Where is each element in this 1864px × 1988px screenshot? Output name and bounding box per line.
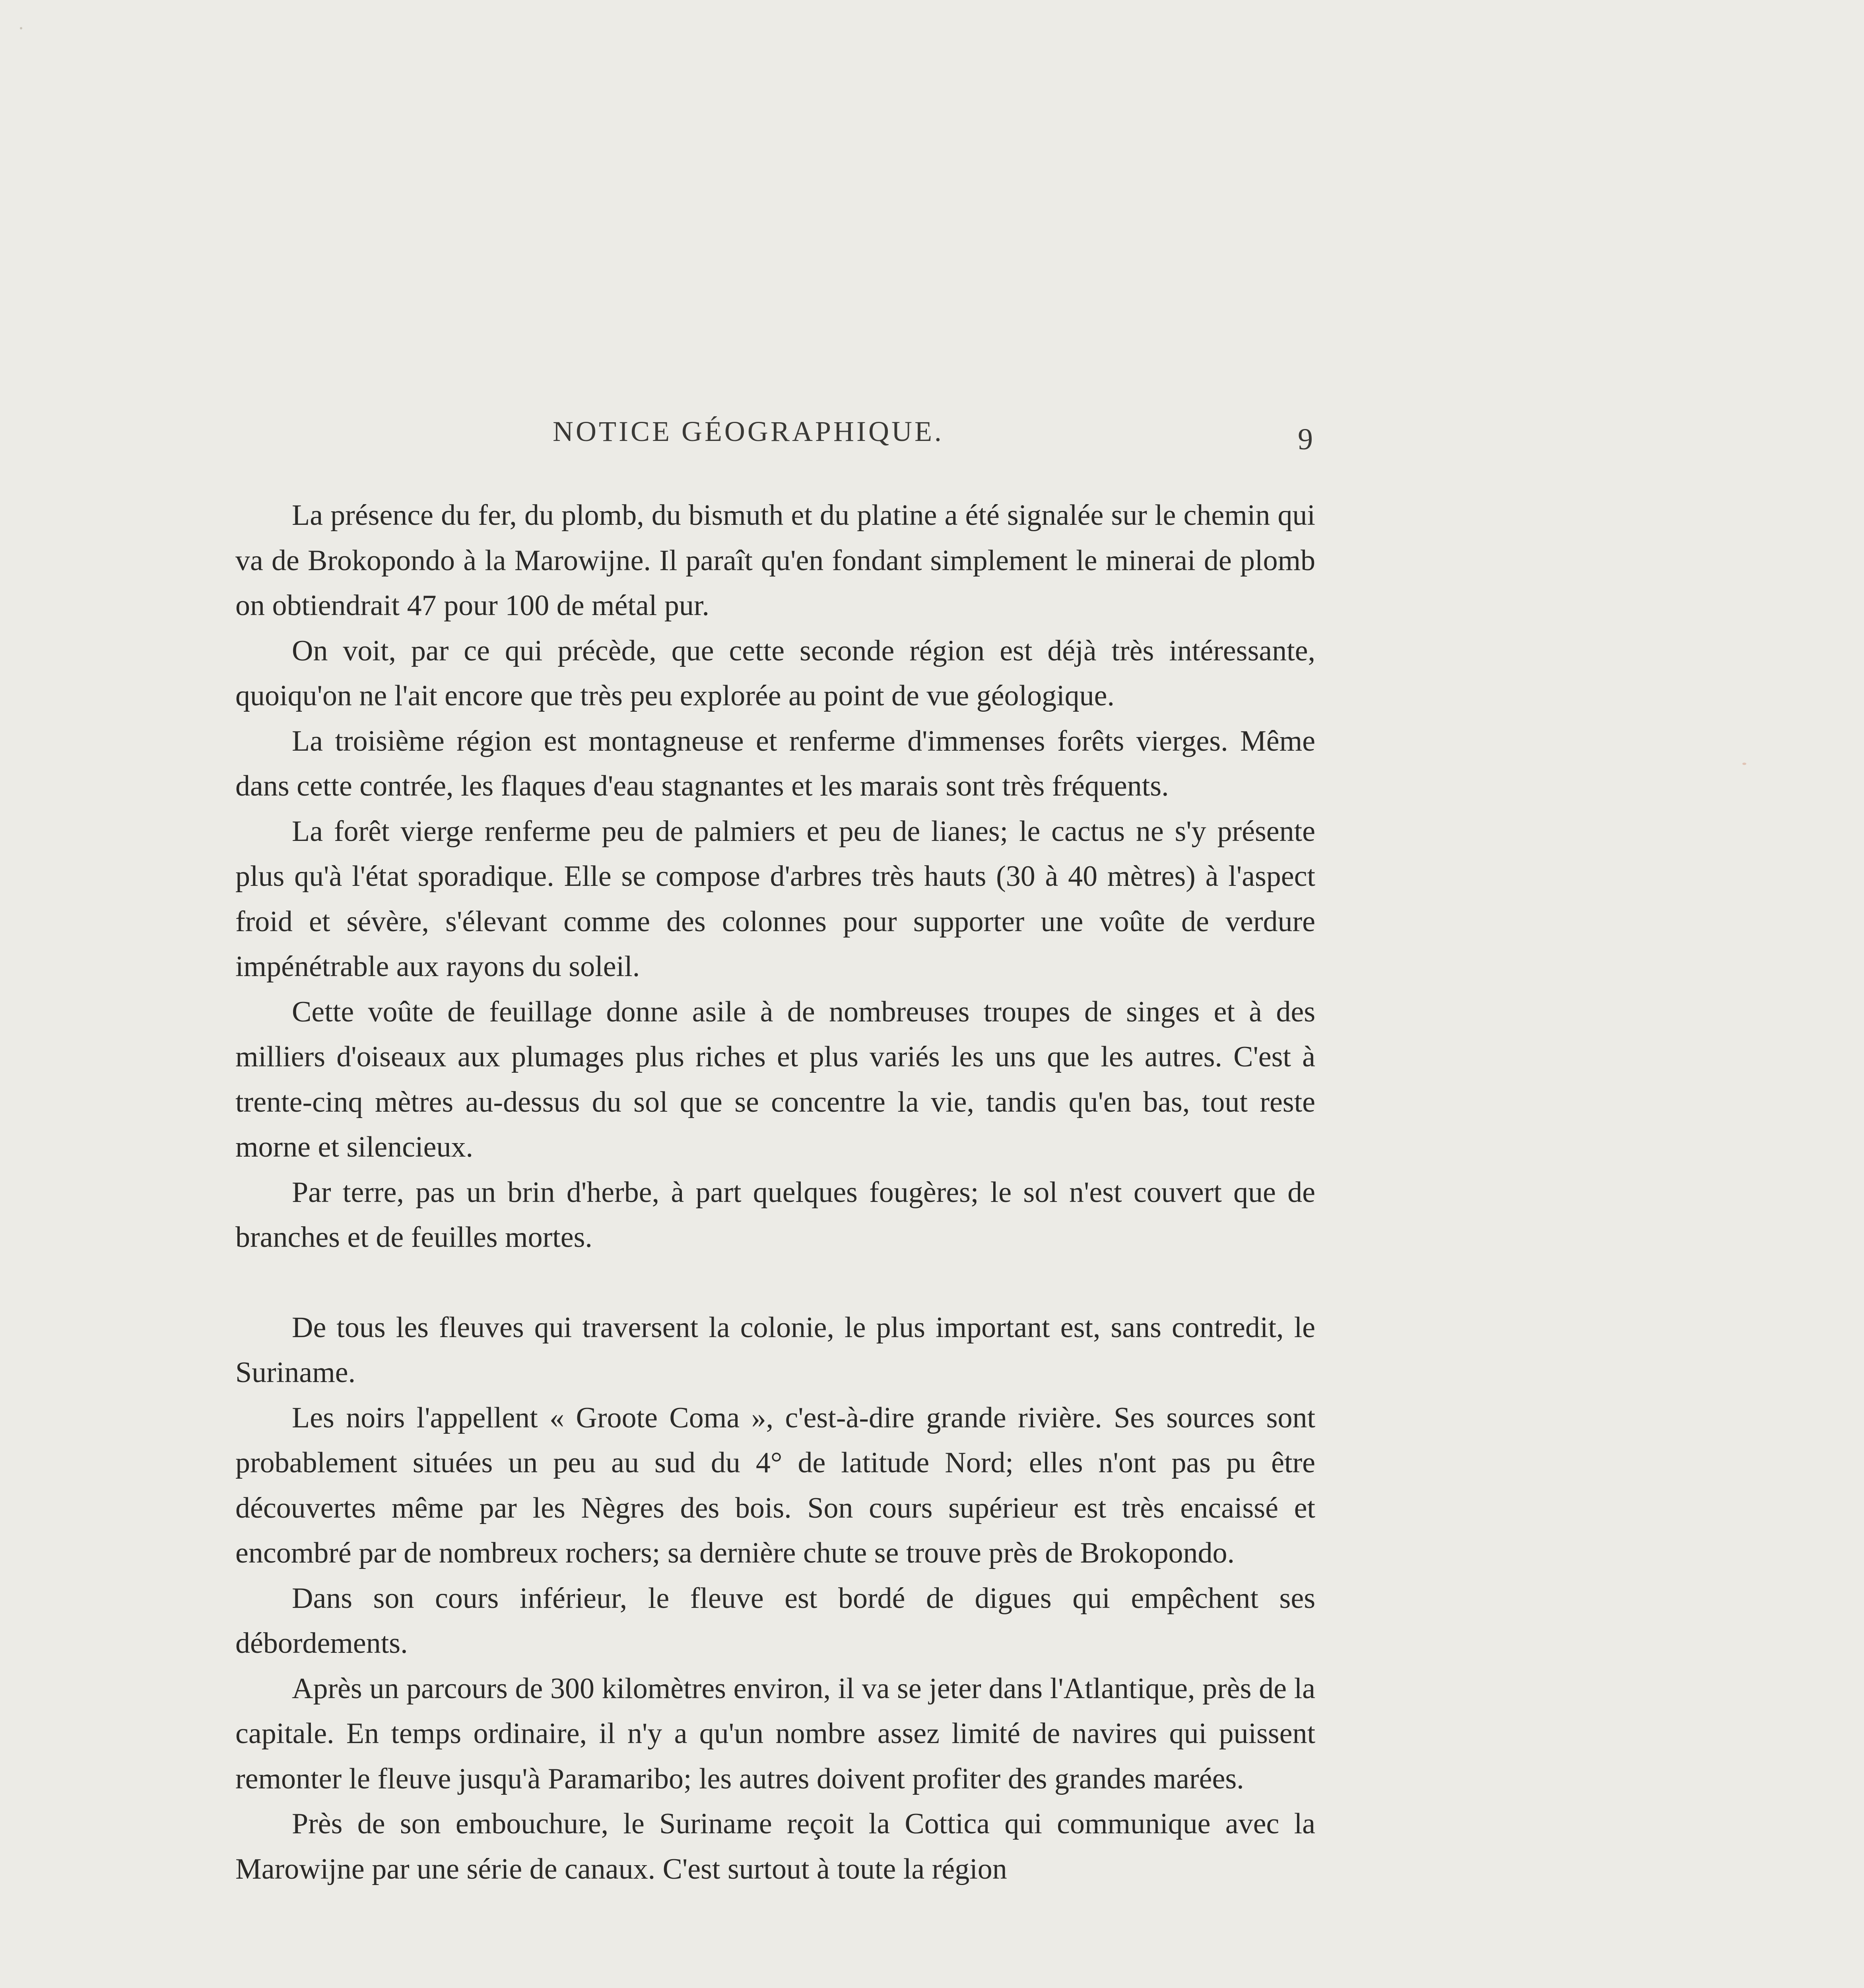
- paragraph: Cette voûte de feuillage donne asile à de nombreuses troupes de singes et à des milliers d'oiseaux aux plumages plus riches et plus variés les uns que les autres. C'est à trente-cinq mètres au-dessus du sol que se concentre la vie, tandis qu'en bas, tout reste morne et silencieux.: [235, 995, 1315, 1163]
- paper-speck: [20, 27, 22, 29]
- paragraph: Après un parcours de 300 kilomètres environ, il va se jeter dans l'Atlantique, près de la capitale. En temps ordinaire, il n'y a qu'un nombre assez limité de navires qui puissent remonter le fleuve jusqu'à Paramaribo; les autres doivent profiter des grandes marées.: [235, 1672, 1315, 1795]
- page-number: 9: [1298, 423, 1313, 456]
- paragraph: Par terre, pas un brin d'herbe, à part quelques fougères; le sol n'est couvert que de branches et de feuilles mortes.: [235, 1176, 1315, 1254]
- paragraph: De tous les fleuves qui traversent la colonie, le plus important est, sans contredit, le Suriname.: [235, 1311, 1315, 1389]
- section-break: [235, 1260, 1315, 1305]
- paragraph: Les noirs l'appellent « Groote Coma », c'est-à-dire grande rivière. Ses sources sont probablement situées un peu au sud du 4° de latitude Nord; elles n'ont pas pu être découvertes même par les Nègres des bois. Son cours supérieur est très encaissé et encombré par de nombreux rochers; sa dernière chute se trouve près de Brokopondo.: [235, 1401, 1315, 1569]
- paragraph: On voit, par ce qui précède, que cette seconde région est déjà très intéressante, quoiqu'on ne l'ait encore que très peu explorée au point de vue géologique.: [235, 634, 1315, 712]
- running-title: NOTICE GÉOGRAPHIQUE.: [553, 415, 944, 447]
- paragraph: La présence du fer, du plomb, du bismuth et du platine a été signalée sur le chemin qui va de Brokopondo à la Marowijne. Il paraît qu'en fondant simplement le minerai de plomb on obtiendrait 47 pour 100 de métal pur.: [235, 499, 1315, 622]
- paragraph: La troisième région est montagneuse et renferme d'immenses forêts vierges. Même dans cette contrée, les flaques d'eau stagnantes et les marais sont très fréquents.: [235, 724, 1315, 802]
- paragraph: Près de son embouchure, le Suriname reçoit la Cottica qui communique avec la Marowijne par une série de canaux. C'est surtout à toute la région: [235, 1807, 1315, 1885]
- paragraph: Dans son cours inférieur, le fleuve est bordé de digues qui empêchent ses débordements.: [235, 1582, 1315, 1660]
- paragraph: La forêt vierge renferme peu de palmiers et peu de lianes; le cactus ne s'y présente plus qu'à l'état sporadique. Elle se compose d'arbres très hauts (30 à 40 mètres) à l'aspect froid et sévère, s'élevant comme des colonnes pour supporter une voûte de verdure impénétrable aux rayons du soleil.: [235, 815, 1315, 983]
- body-text: [235, 493, 1315, 1892]
- paper-speck: [1742, 763, 1746, 765]
